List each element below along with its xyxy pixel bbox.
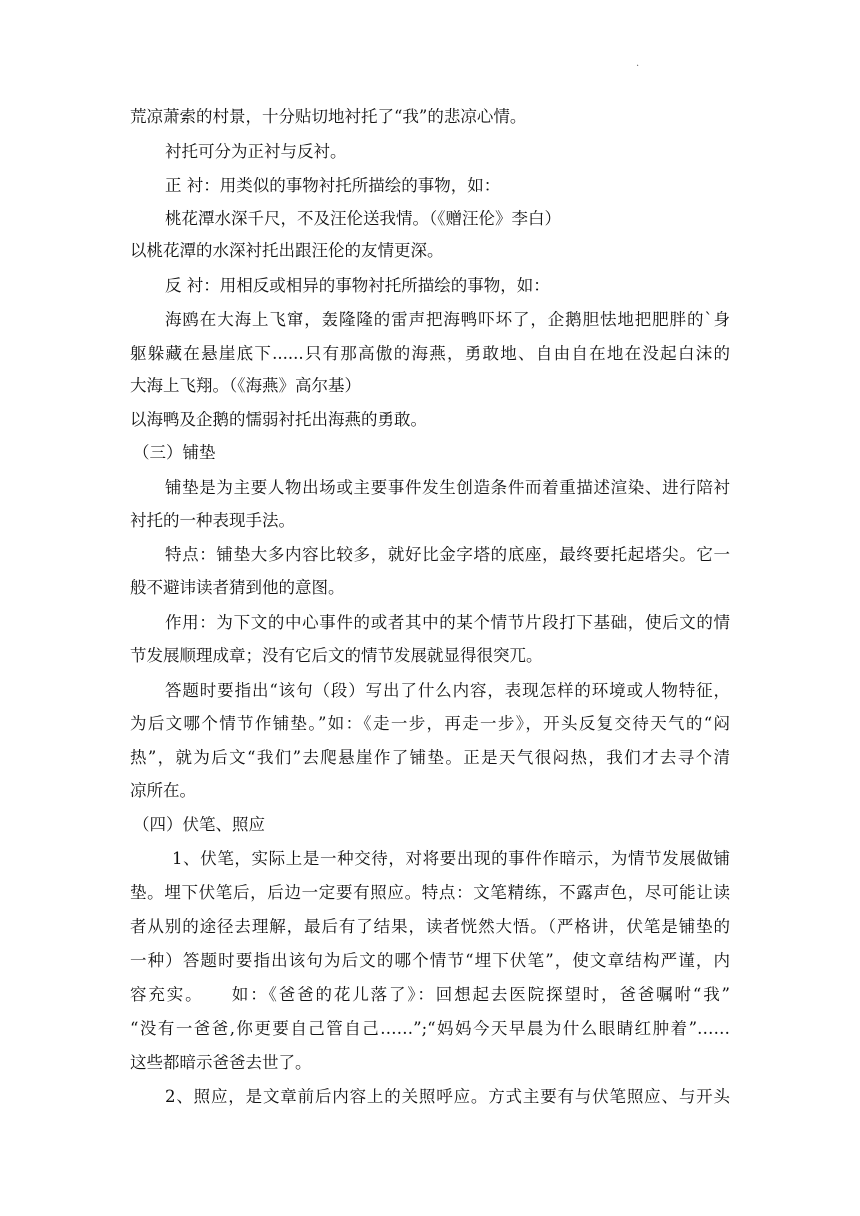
text-line: 热”，就为后文“我们”去爬悬崖作了铺垫。正是天气很闷热，我们才去寻个清 bbox=[130, 748, 730, 767]
text-line: 作用：为下文的中心事件的或者其中的某个情节片段打下基础，使后文的情 bbox=[165, 613, 730, 632]
text-line: 荒凉萧索的村景，十分贴切地衬托了“我”的悲凉心情。 bbox=[130, 107, 527, 126]
text-line: 大海上飞翔。（《海燕》高尔基） bbox=[130, 376, 361, 395]
text-line: 般不避讳读者猜到他的意图。 bbox=[130, 578, 345, 597]
text-line: 以海鸭及企鹅的懦弱衬托出海燕的勇敢。 bbox=[130, 410, 427, 429]
text-line: 桃花潭水深千尺，不及汪伦送我情。（《赠汪伦》李白） bbox=[165, 209, 561, 228]
section-heading: （三）铺垫 bbox=[133, 443, 216, 462]
text-line: 垫。埋下伏笔后，后边一定要有照应。特点：文笔精练，不露声色，尽可能让读 bbox=[130, 883, 730, 902]
text-line: 躯躲藏在悬崖底下......只有那高傲的海燕，勇敢地、自由自在地在没起白沫的 bbox=[130, 344, 730, 363]
text-line: 容充实。 如：《爸爸的花儿落了》：回想起去医院探望时，爸爸嘱咐“我” bbox=[130, 985, 730, 1004]
text-line: “没有一爸爸,你更要自己管自己……”;“妈妈今天早晨为什么眼睛红肿着”…… bbox=[130, 1019, 730, 1038]
text-line: 1、伏笔，实际上是一种交待，对将要出现的事件作暗示，为情节发展做铺 bbox=[172, 849, 730, 868]
text-line: 反 衬：用相反或相异的事物衬托所描绘的事物，如： bbox=[165, 276, 550, 295]
text-line: 节发展顺理成章；没有它后文的情节发展就显得很突兀。 bbox=[130, 646, 543, 665]
text-line: 为后文哪个情节作铺垫。”如：《走一步，再走一步》，开头反复交待天气的“闷 bbox=[130, 714, 730, 733]
text-line: 者从别的途径去理解，最后有了结果，读者恍然大悟。（严格讲，伏笔是铺垫的 bbox=[130, 917, 730, 936]
text-line: 凉所在。 bbox=[130, 781, 196, 800]
text-line: 这些都暗示爸爸去世了。 bbox=[130, 1053, 312, 1072]
text-line: 衬托可分为正衬与反衬。 bbox=[165, 142, 347, 161]
text-line: 海鸥在大海上飞窜，轰隆隆的雷声把海鸭吓坏了，企鹅胆怯地把肥胖的`身 bbox=[165, 310, 730, 329]
text-line: 答题时要指出“该句（段）写出了什么内容，表现怎样的环境或人物特征， bbox=[165, 681, 730, 700]
text-line: 2、照应，是文章前后内容上的关照呼应。方式主要有与伏笔照应、与开头 bbox=[165, 1087, 730, 1106]
section-heading: （四）伏笔、照应 bbox=[133, 815, 265, 834]
text-line: 特点：铺垫大多内容比较多，就好比金字塔的底座，最终要托起塔尖。它一 bbox=[165, 545, 730, 564]
text-line: 衬托的一种表现手法。 bbox=[130, 511, 295, 530]
text-line: 正 衬：用类似的事物衬托所描绘的事物，如： bbox=[165, 176, 501, 195]
text-line: 一种）答题时要指出该句为后文的哪个情节“埋下伏笔”，使文章结构严谨，内 bbox=[130, 951, 730, 970]
page-mark: . bbox=[636, 58, 640, 69]
text-line: 铺垫是为主要人物出场或主要事件发生创造条件而着重描述渲染、进行陪衬 bbox=[165, 478, 730, 497]
text-line: 以桃花潭的水深衬托出跟汪伦的友情更深。 bbox=[130, 241, 444, 260]
